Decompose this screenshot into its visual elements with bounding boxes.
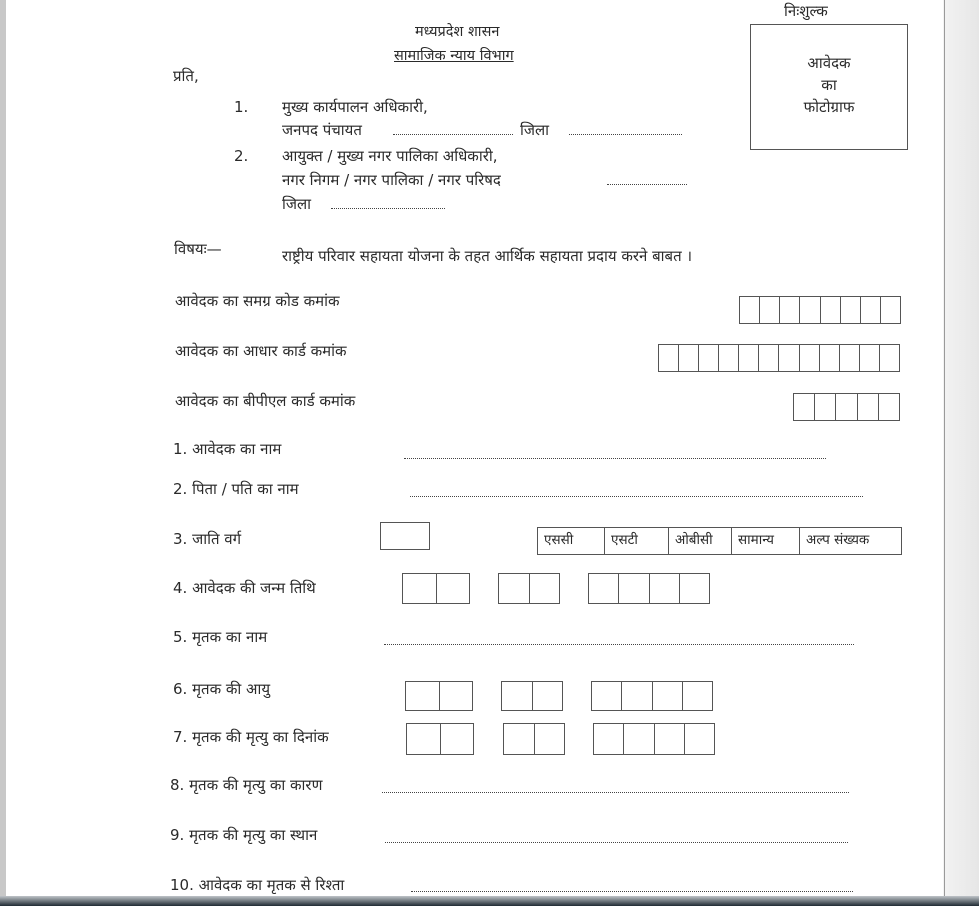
municipal-body-fill-line[interactable]: [607, 184, 687, 185]
application-form-document: [6, 0, 943, 896]
addressee-2-number: 2.: [234, 147, 249, 165]
bpl-card-label: आवेदक का बीपीएल कार्ड कमांक: [175, 392, 356, 410]
addressee-1-number: 1.: [234, 98, 249, 116]
dob-day-boxes[interactable]: [402, 573, 470, 604]
age-boxes-3[interactable]: [591, 681, 713, 711]
age-boxes-2[interactable]: [501, 681, 563, 711]
caste-option-sc[interactable]: एससी: [538, 528, 605, 554]
date-of-death-label: 7. मृतक की मृत्यु का दिनांक: [173, 728, 329, 746]
samagra-id-label: आवेदक का समग्र कोड कमांक: [175, 292, 340, 310]
government-heading: मध्यप्रदेश शासन: [415, 24, 500, 40]
applicant-dob-label: 4. आवेदक की जन्म तिथि: [173, 579, 316, 597]
addressee-1-title: मुख्य कार्यपालन अधिकारी,: [282, 98, 428, 116]
subject-text: राष्ट्रीय परिवार सहायता योजना के तहत आर्थिक सहायता प्रदाय करने बाबत ।: [282, 247, 693, 265]
caste-entry-box[interactable]: [380, 522, 430, 550]
cause-of-death-fill-line[interactable]: [382, 792, 849, 793]
deceased-name-label: 5. मृतक का नाम: [173, 628, 268, 646]
place-of-death-fill-line[interactable]: [385, 842, 848, 843]
right-frame-line: [944, 0, 945, 906]
district-1-fill-line[interactable]: [569, 134, 682, 135]
applicant-photo-box: [750, 24, 908, 150]
bottom-frame-border: [0, 896, 979, 906]
janpad-fill-line[interactable]: [393, 134, 513, 135]
department-heading: सामाजिक न्याय विभाग: [394, 48, 514, 64]
father-husband-name-label: 2. पिता / पति का नाम: [173, 480, 299, 498]
addressee-1-janpad-label: जनपद पंचायत: [282, 121, 362, 139]
relation-fill-line[interactable]: [411, 891, 853, 892]
death-year-boxes[interactable]: [593, 723, 715, 755]
father-husband-name-fill-line[interactable]: [410, 496, 863, 497]
caste-category-label: 3. जाति वर्ग: [173, 530, 242, 548]
applicant-name-fill-line[interactable]: [404, 458, 826, 459]
aadhaar-boxes[interactable]: [658, 344, 900, 372]
dob-month-boxes[interactable]: [498, 573, 560, 604]
samagra-id-boxes[interactable]: [739, 296, 901, 324]
death-day-boxes[interactable]: [406, 723, 474, 755]
addressee-2-body-label: नगर निगम / नगर पालिका / नगर परिषद: [282, 171, 501, 189]
deceased-age-label: 6. मृतक की आयु: [173, 680, 271, 698]
caste-option-minority[interactable]: अल्प संख्यक: [806, 532, 870, 548]
relation-to-deceased-label: 10. आवेदक का मृतक से रिश्ता: [170, 876, 345, 894]
addressee-2-title: आयुक्त / मुख्य नगर पालिका अधिकारी,: [282, 147, 498, 165]
photo-box-label: आवेदक का फोटोग्राफ: [803, 54, 855, 116]
caste-options-row: [537, 527, 902, 555]
caste-option-general[interactable]: सामान्य: [732, 528, 800, 554]
bpl-card-boxes[interactable]: [793, 393, 900, 421]
subject-label: विषयः—: [174, 240, 222, 258]
aadhaar-label: आवेदक का आधार कार्ड कमांक: [175, 342, 347, 360]
fee-label: निःशुल्क: [784, 2, 828, 20]
right-frame-margin: [943, 0, 979, 906]
cause-of-death-label: 8. मृतक की मृत्यु का कारण: [170, 776, 323, 794]
district-2-fill-line[interactable]: [331, 208, 445, 209]
death-month-boxes[interactable]: [503, 723, 565, 755]
addressee-2-district-label: जिला: [282, 195, 312, 213]
age-boxes-1[interactable]: [405, 681, 473, 711]
to-label: प्रति,: [173, 67, 199, 85]
dob-year-boxes[interactable]: [588, 573, 710, 604]
applicant-name-label: 1. आवेदक का नाम: [173, 440, 282, 458]
deceased-name-fill-line[interactable]: [384, 644, 854, 645]
addressee-1-district-label: जिला: [520, 121, 550, 139]
place-of-death-label: 9. मृतक की मृत्यु का स्थान: [170, 826, 318, 844]
caste-option-obc[interactable]: ओबीसी: [669, 528, 732, 554]
caste-option-st[interactable]: एसटी: [605, 528, 669, 554]
